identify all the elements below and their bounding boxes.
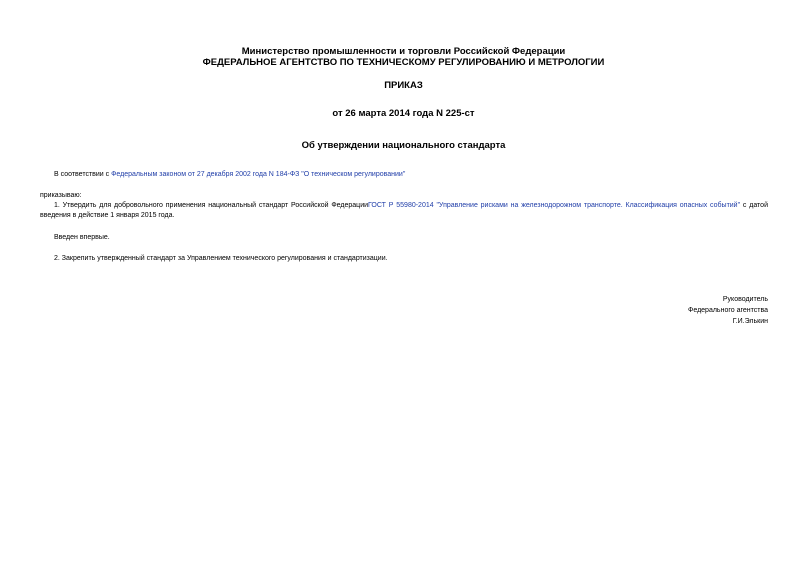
item-1-suffix: с датой введения в действие 1 января 2015 года. <box>40 202 768 219</box>
signature-position: Руководитель <box>722 296 768 303</box>
document-title: Об утверждении национального стандарта <box>301 140 506 151</box>
signature-agency: Федерального агентства <box>688 307 768 314</box>
date-number-heading: от 26 марта 2014 года N 225-ст <box>332 108 475 119</box>
order-word: приказываю: <box>40 192 82 199</box>
gost-standard-link[interactable]: ГОСТ Р 55980-2014 "Управление рисками на железнодорожном транспорте. Классификация опасных событий" <box>368 202 741 209</box>
item-2-paragraph: 2. Закрепить утвержденный стандарт за Управлением технического регулирования и стандартизации. <box>54 255 388 262</box>
ministry-heading: Министерство промышленности и торговли Российской Федерации <box>241 46 566 57</box>
item-1-prefix: 1. Утвердить для добровольного применения национальный стандарт Российской Федерации <box>54 202 369 209</box>
document-type-heading: ПРИКАЗ <box>384 80 423 91</box>
item-1-paragraph <box>40 201 768 221</box>
agency-heading: ФЕДЕРАЛЬНОЕ АГЕНТСТВО ПО ТЕХНИЧЕСКОМУ РЕГУЛИРОВАНИЮ И МЕТРОЛОГИИ <box>202 57 605 68</box>
federal-law-link[interactable]: Федеральным законом от 27 декабря 2002 года N 184-ФЗ "О техническом регулировании" <box>111 171 406 178</box>
basis-paragraph <box>54 170 405 180</box>
basis-prefix: В соответствии с <box>54 171 112 178</box>
signature-name: Г.И.Элькин <box>732 318 768 325</box>
introduced-note: Введен впервые. <box>54 234 110 241</box>
